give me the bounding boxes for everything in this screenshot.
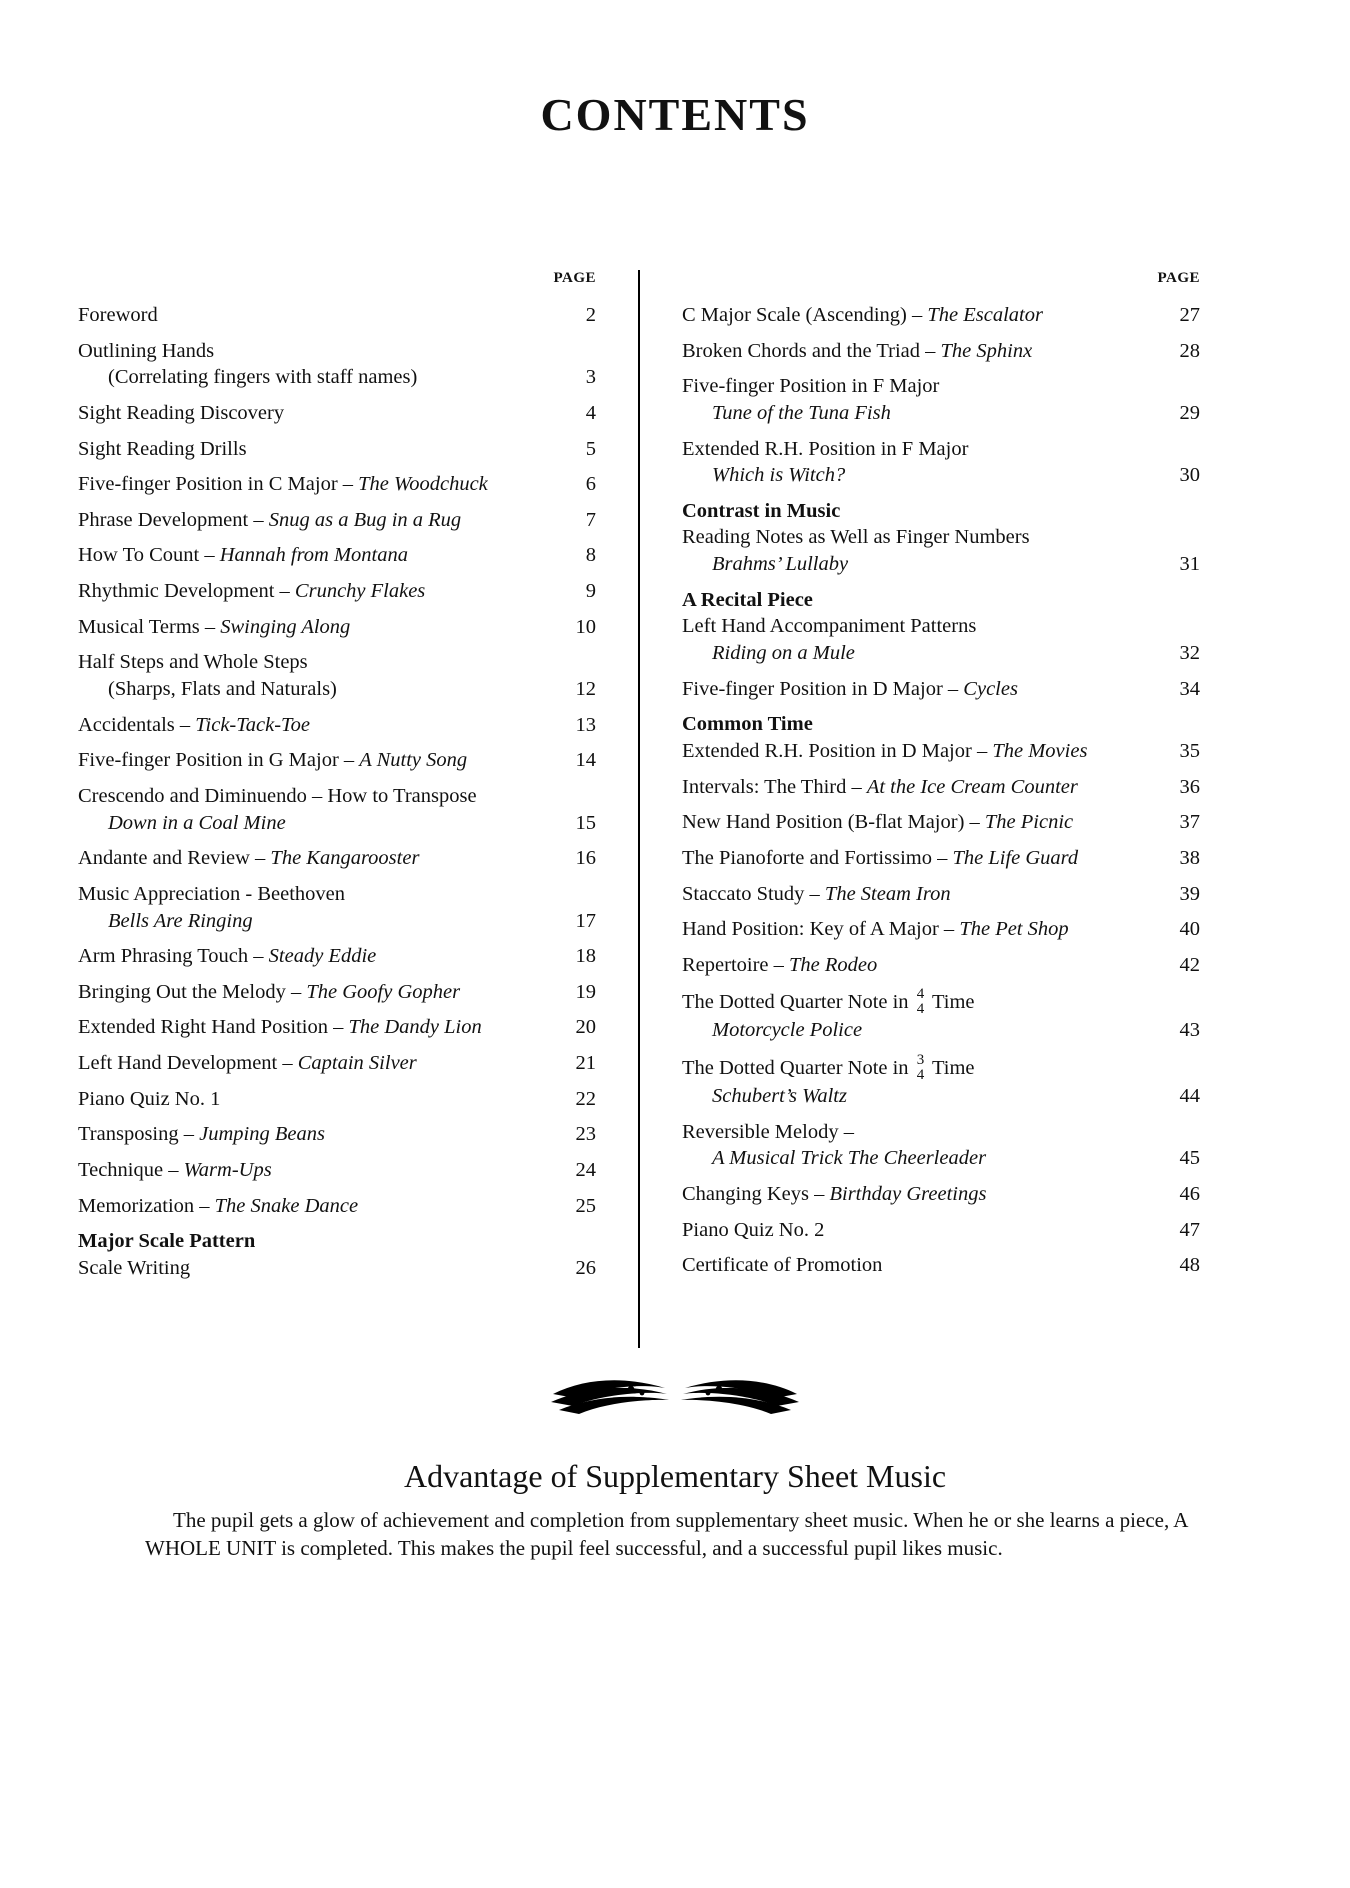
toc-entry[interactable] [78,1014,596,1041]
toc-entry-piece-title: Warm-Ups [183,1159,272,1182]
toc-entry[interactable] [78,1157,596,1184]
toc-entry[interactable] [682,1053,1200,1110]
toc-entry-piece-title: The Steam Iron [824,882,951,905]
toc-entry-title-text: Sight Reading Drills [78,437,247,460]
toc-entry-title [78,783,596,810]
toc-entry-title [682,809,1200,836]
toc-entry-subtitle [78,810,596,837]
toc-entry-subtitle-text: A Musical Trick The Cheerleader [712,1147,987,1170]
toc-entry-title-text: Memorization – [78,1194,215,1217]
toc-entry-piece-title: Captain Silver [297,1052,417,1075]
toc-page-number: 40 [1179,918,1200,941]
toc-entry-title [78,1255,596,1282]
toc-entry-title [682,524,1200,551]
toc-entry-title-text: Bringing Out the Melody – [78,980,307,1003]
decorative-ornament [0,1370,1350,1428]
toc-page-number: 6 [585,473,596,496]
toc-entry-title-text: New Hand Position (B-flat Major) – [682,811,985,834]
toc-entry-heading: A Recital Piece [682,588,813,611]
toc-page-number: 25 [575,1194,596,1217]
toc-entry-subtitle [682,400,1200,427]
toc-entry[interactable] [78,845,596,872]
toc-entry-subtitle [682,640,1200,667]
toc-entry-title [78,578,596,605]
toc-entry-title [682,952,1200,979]
toc-entry-title [78,400,596,427]
toc-entry[interactable] [78,712,596,739]
toc-entry-heading: Contrast in Music [682,499,841,522]
toc-page-number: 29 [1179,401,1200,424]
toc-entry-title-text: Andante and Review – [78,847,271,870]
toc-entry-title-text: Technique – [78,1159,184,1182]
toc-entry-subtitle [682,551,1200,578]
toc-entry[interactable] [78,943,596,970]
toc-entry-piece-title: The Dandy Lion [348,1016,482,1039]
toc-entry-title-text: Piano Quiz No. 1 [78,1087,221,1110]
toc-entry-title-text: Reading Notes as Well as Finger Numbers [682,526,1030,549]
toc-entry-piece-title: Jumping Beans [199,1123,325,1146]
toc-entry-title [78,1086,596,1113]
toc-entry[interactable] [682,587,1200,667]
toc-list-right [682,302,1200,1279]
toc-entry[interactable] [682,338,1200,365]
toc-entry-title [682,1252,1200,1279]
toc-entry[interactable] [682,1252,1200,1279]
toc-entry-title [682,881,1200,908]
footer-heading: Advantage of Supplementary Sheet Music [403,1458,947,1494]
toc-entry-title-text: The Dotted Quarter Note in [682,991,914,1014]
toc-entry-title [78,338,596,365]
toc-page-number: 47 [1179,1218,1200,1241]
toc-entry-title-text: Rhythmic Development – [78,580,295,603]
toc-page-number: 22 [575,1087,596,1110]
toc-entry-title-text: Sight Reading Discovery [78,401,285,424]
toc-page-number: 30 [1179,464,1200,487]
toc-entry-title [682,373,1200,400]
toc-page-number: 27 [1179,304,1200,326]
toc-entry-subtitle-text: Tune of the Tuna Fish [712,401,891,424]
toc-entry[interactable] [682,373,1200,426]
toc-entry-title [78,1193,596,1220]
toc-entry-piece-title: The Rodeo [789,953,878,976]
toc-entry-title [78,614,596,641]
toc-entry-title-text: Arm Phrasing Touch – [78,945,269,968]
toc-entry[interactable] [78,542,596,569]
footer-body: The pupil gets a glow of achievement and completion from supplementary sheet music. When he or she learns a piece, A WHOLE UNIT is completed. This makes the pupil feel successful, and a successful pupil likes music. [145,1508,1188,1560]
page-title: CONTENTS [540,89,810,140]
toc-entry-title [682,302,1200,329]
toc-entry[interactable] [78,649,596,702]
toc-entry-title-text: Left Hand Accompaniment Patterns [682,615,977,638]
toc-entry-title [78,1121,596,1148]
toc-entry-piece-title: The Woodchuck [358,473,488,496]
toc-entry-title [682,1217,1200,1244]
toc-entry-title [682,1181,1200,1208]
toc-entry-title [682,338,1200,365]
toc-entry-piece-title: The Kangarooster [270,847,420,870]
toc-page-number: 34 [1179,677,1200,700]
toc-entry-subtitle [682,462,1200,489]
toc-page-number: 28 [1179,339,1200,362]
toc-entry-title [682,1053,1200,1083]
toc-entry-title-text: Scale Writing [78,1256,191,1279]
toc-entry[interactable] [682,1217,1200,1244]
toc-entry-title-text: Music Appreciation - Beethoven [78,882,346,905]
toc-entry-piece-title: A Nutty Song [359,749,468,772]
toc-entry-title [78,471,596,498]
toc-entry-title [78,507,596,534]
time-signature: 4 4 [916,986,925,1018]
toc-entry-subtitle [78,364,596,391]
toc-page-number: 37 [1179,811,1200,834]
toc-page-number: 39 [1179,882,1200,905]
toc-page-number: 14 [575,749,596,772]
toc-entry-subtitle-text: Motorcycle Police [712,1019,863,1042]
toc-entry[interactable] [682,916,1200,943]
toc-entry-subtitle-text: Riding on a Mule [712,642,855,665]
toc-page-number: 46 [1179,1183,1200,1206]
toc-entry-subtitle-text: Bells Are Ringing [108,909,253,932]
toc-page-number: 20 [575,1016,596,1039]
toc-entry-title [682,1119,1200,1146]
toc-entry-title [682,613,1200,640]
toc-entry-title-text: Five-finger Position in F Major [682,375,940,398]
toc-entry-subtitle-text: (Correlating fingers with staff names) [108,366,418,389]
time-signature: 3 4 [916,1052,925,1084]
toc-entry-title-suffix: Time [927,991,975,1014]
toc-entry-title-text: Accidentals – [78,713,196,736]
toc-entry-title-text: C Major Scale (Ascending) – [682,304,928,326]
toc-page-number: 7 [585,508,596,531]
toc-entry-title [78,712,596,739]
toc-entry-subtitle [682,1017,1200,1044]
toc-entry-title [78,747,596,774]
toc-entry[interactable] [78,1228,596,1281]
toc-entry-title [78,436,596,463]
toc-entry-title [78,979,596,1006]
toc-entry[interactable] [682,845,1200,872]
toc-entry-title [78,881,596,908]
footer-section [0,1458,1350,1562]
toc-page-number: 16 [575,847,596,870]
toc-entry-title [682,676,1200,703]
toc-entry[interactable] [78,1193,596,1220]
toc-entry-subtitle [78,908,596,935]
toc-entry-title-text: Piano Quiz No. 2 [682,1218,825,1241]
contents-page [0,88,1350,1888]
toc-entry[interactable] [682,436,1200,489]
toc-entry[interactable] [682,711,1200,764]
toc-entry-title-text: Half Steps and Whole Steps [78,651,308,674]
toc-entry[interactable] [78,436,596,463]
toc-entry-piece-title: The Movies [992,739,1088,762]
toc-entry-title [78,1157,596,1184]
toc-page-number: 4 [585,401,596,424]
toc-entry-piece-title: The Snake Dance [214,1194,359,1217]
toc-entry-title [78,542,596,569]
toc-entry-piece-title: Crunchy Flakes [294,580,426,603]
toc-entry-title-text: Left Hand Development – [78,1052,298,1075]
toc-entry-piece-title: Steady Eddie [268,945,377,968]
toc-entry-piece-title: The Escalator [927,304,1043,326]
toc-entry-piece-title: Cycles [963,677,1018,700]
toc-entry-piece-title: Tick-Tack-Toe [195,713,310,736]
toc-entry-title-text: Phrase Development – [78,508,269,531]
toc-entry[interactable] [682,1181,1200,1208]
toc-page-number: 38 [1179,846,1200,869]
toc-entry-subtitle-text: Schubert’s Waltz [712,1085,847,1108]
toc-page-number: 2 [585,304,596,326]
contents-column-right [682,270,1200,1348]
toc-page-number: 43 [1179,1019,1200,1042]
toc-page-number: 21 [575,1052,596,1075]
toc-entry-title [682,845,1200,872]
toc-entry[interactable] [78,614,596,641]
toc-entry[interactable] [78,302,596,329]
toc-entry-title-text: Extended Right Hand Position – [78,1016,349,1039]
toc-entry-title-text: Outlining Hands [78,339,215,362]
page-column-header-left: PAGE [553,270,596,286]
toc-entry-title-text: Five-finger Position in C Major – [78,473,359,496]
toc-entry-title-text: Certificate of Promotion [682,1254,883,1277]
toc-entry[interactable] [78,979,596,1006]
toc-entry-piece-title: The Picnic [984,811,1074,834]
toc-entry-subtitle [78,676,596,703]
toc-entry-piece-title: Birthday Greetings [829,1183,987,1206]
toc-page-number: 24 [575,1159,596,1182]
toc-page-number: 8 [585,544,596,567]
toc-entry[interactable] [682,809,1200,836]
toc-page-number: 45 [1179,1147,1200,1170]
toc-entry-title-text: Foreword [78,304,158,326]
toc-entry-title [682,916,1200,943]
toc-entry[interactable] [682,774,1200,801]
toc-page-number: 10 [575,615,596,638]
toc-page-number: 18 [575,945,596,968]
toc-page-number: 9 [585,580,596,603]
toc-entry[interactable] [682,987,1200,1044]
toc-entry-subtitle-text: Down in a Coal Mine [108,811,286,834]
toc-page-number: 15 [575,811,596,834]
toc-entry[interactable] [682,881,1200,908]
toc-entry-title-suffix: Time [927,1056,975,1079]
toc-entry[interactable] [78,1050,596,1077]
toc-page-number: 5 [585,437,596,460]
toc-page-number: 12 [575,678,596,701]
toc-entry-subtitle-text: Brahms’ Lullaby [712,553,849,576]
toc-entry-title-text: How To Count – [78,544,220,567]
toc-page-number: 26 [575,1256,596,1279]
toc-entry-title-text: Intervals: The Third – [682,775,867,798]
toc-entry[interactable] [78,1121,596,1148]
toc-entry-title-text: Transposing – [78,1123,200,1146]
toc-entry-title [78,1050,596,1077]
toc-entry-title-text: Musical Terms – [78,615,221,638]
toc-list-left [78,302,596,1282]
toc-entry-piece-title: At the Ice Cream Counter [866,775,1078,798]
toc-entry[interactable] [682,952,1200,979]
toc-entry[interactable] [78,400,596,427]
toc-entry[interactable] [78,881,596,934]
toc-page-number: 3 [585,366,596,389]
toc-page-number: 17 [575,909,596,932]
toc-page-number: 31 [1179,553,1200,576]
toc-entry-title-text: Changing Keys – [682,1183,830,1206]
toc-entry-title-text: Repertoire – [682,953,790,976]
toc-entry-heading: Major Scale Pattern [78,1230,256,1253]
toc-entry-subtitle [682,1145,1200,1172]
toc-entry-title-text: Five-finger Position in G Major – [78,749,360,772]
toc-page-number: 36 [1179,775,1200,798]
toc-entry-piece-title: Hannah from Montana [219,544,408,567]
toc-entry-piece-title: Swinging Along [220,615,351,638]
toc-entry[interactable] [78,507,596,534]
toc-entry-title-text: Staccato Study – [682,882,825,905]
toc-entry-title-text: Crescendo and Diminuendo – How to Transpose [78,784,477,807]
contents-column-left [78,270,616,1348]
toc-entry-title [78,649,596,676]
toc-page-number: 48 [1179,1254,1200,1277]
toc-entry-title-text: The Pianoforte and Fortissimo – [682,846,953,869]
toc-entry-title-text: Extended R.H. Position in D Major – [682,739,993,762]
toc-entry-piece-title: The Goofy Gopher [306,980,461,1003]
toc-entry[interactable] [682,302,1200,329]
contents-columns [78,270,1278,1348]
toc-entry-title [682,987,1200,1017]
column-divider [638,270,640,1348]
toc-entry-title [682,436,1200,463]
toc-entry-piece-title: The Life Guard [952,846,1079,869]
toc-entry-title-text: Five-finger Position in D Major – [682,677,964,700]
toc-entry-piece-title: The Pet Shop [959,918,1069,941]
toc-page-number: 44 [1179,1085,1200,1108]
toc-page-number: 13 [575,713,596,736]
toc-entry-piece-title: The Sphinx [940,339,1033,362]
toc-entry[interactable] [78,1086,596,1113]
toc-entry[interactable] [78,747,596,774]
toc-entry[interactable] [78,471,596,498]
toc-entry-title [78,1014,596,1041]
toc-entry[interactable] [682,498,1200,578]
toc-page-number: 23 [575,1123,596,1146]
toc-entry-piece-title: Snug as a Bug in a Rug [268,508,462,531]
toc-entry-title [78,943,596,970]
toc-entry-title-text: Extended R.H. Position in F Major [682,437,969,460]
toc-entry[interactable] [78,578,596,605]
toc-page-number: 19 [575,980,596,1003]
toc-entry-title-text: The Dotted Quarter Note in [682,1056,914,1079]
toc-entry[interactable] [682,676,1200,703]
toc-page-number: 35 [1179,739,1200,762]
toc-entry-heading: Common Time [682,713,813,736]
flourish-icon [545,1370,805,1420]
page-column-header-right: PAGE [1157,270,1200,286]
toc-entry-subtitle-text: Which is Witch? [712,464,846,487]
toc-entry[interactable] [682,1119,1200,1172]
toc-entry[interactable] [78,783,596,836]
toc-page-number: 32 [1179,642,1200,665]
toc-entry-title-text: Hand Position: Key of A Major – [682,918,960,941]
toc-entry[interactable] [78,338,596,391]
toc-entry-title-text: Broken Chords and the Triad – [682,339,941,362]
toc-entry-subtitle [682,1083,1200,1110]
toc-page-number: 42 [1179,953,1200,976]
toc-entry-subtitle-text: (Sharps, Flats and Naturals) [108,678,337,701]
toc-entry-title [78,845,596,872]
toc-entry-title [682,774,1200,801]
toc-entry-title [682,738,1200,765]
toc-entry-title [78,302,596,329]
toc-entry-title-text: Reversible Melody – [682,1120,854,1143]
